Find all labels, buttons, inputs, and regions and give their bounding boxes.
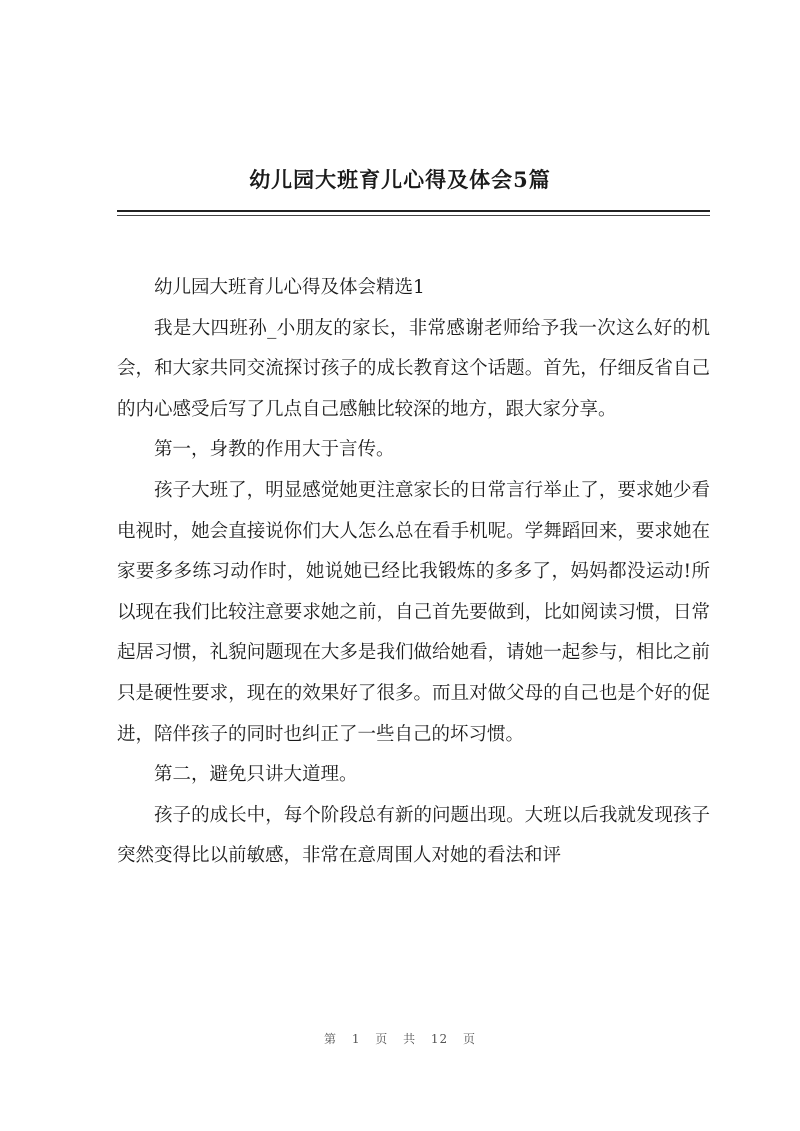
page-number: 第 1 页 共 12 页: [324, 1032, 476, 1046]
section-heading: 幼儿园大班育儿心得及体会精选1: [154, 277, 425, 298]
paragraph: 孩子的成长中，每个阶段总有新的问题出现。大班以后我就发现孩子突然变得比以前敏感，非常在意周围人对她的看法和评: [117, 804, 710, 867]
document-body: [117, 268, 710, 877]
document-title: 幼儿园大班育儿心得及体会5篇: [249, 167, 551, 192]
paragraph: 孩子大班了，明显感觉她更注意家长的日常言行举止了，要求她少看电视时，她会直接说你们大人怎么总在看手机呢。学舞蹈回来，要求她在家要多多练习动作时，她说她已经比我锻炼的多多了，妈妈都没运动!所以现在我们比较注意要求她之前，自己首先要做到，比如阅读习惯，日常起居习惯，礼貌问题现在大多是我们做给她看，请她一起参与，相比之前只是硬性要求，现在的效果好了很多。而且对做父母的自己也是个好的促进，陪伴孩子的同时也纠正了一些自己的坏习惯。: [117, 479, 710, 745]
paragraph: 我是大四班孙_小朋友的家长，非常感谢老师给予我一次这么好的机会，和大家共同交流探讨孩子的成长教育这个话题。首先，仔细反省自己的内心感受后写了几点自己感触比较深的地方，跟大家分享。: [117, 317, 710, 420]
point-heading: 第二，避免只讲大道理。: [154, 764, 358, 786]
point-heading: 第一，身教的作用大于言传。: [154, 439, 395, 461]
title-underline-thin: [117, 215, 710, 216]
title-underline: [117, 210, 710, 212]
